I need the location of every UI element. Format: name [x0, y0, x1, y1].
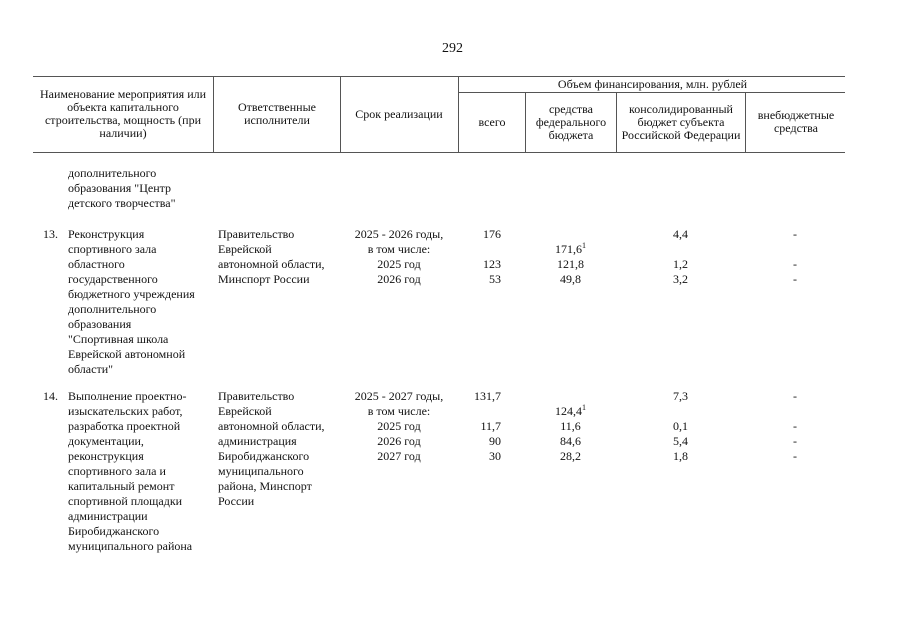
col-divider-6	[745, 92, 746, 152]
row-14-total: 131,7 11,7 90 30	[474, 389, 501, 463]
col-divider-3	[458, 76, 459, 152]
header-regional: консолидированный бюджет субъекта Российской Федерации	[621, 101, 741, 142]
header-name: Наименование мероприятия или объекта капитального строительства, мощность (при наличии)	[39, 87, 207, 140]
col-divider-2	[340, 76, 341, 152]
header-term: Срок реализации	[355, 106, 443, 121]
row-14-term: 2025 - 2027 годы, в том числе: 2025 год 2026 год 2027 год	[354, 389, 444, 463]
header-responsible: Ответственные исполнители	[238, 100, 316, 127]
row-14-federal-total: 124,4	[555, 404, 582, 418]
row-14-federal-years: 11,6 84,6 28,2	[560, 419, 581, 463]
row-13-extra: - - -	[793, 227, 797, 286]
row-13-federal-footnote: 1	[582, 241, 586, 250]
row-14-federal	[525, 389, 616, 464]
row-14-responsible: Правительство Еврейской автономной области, администрация Биробиджанского муниципального района, Минспорт России	[218, 389, 325, 508]
row-13-name: Реконструкция спортивного зала областного государственного бюджетного учреждения дополнительного образования "Спортивная школа Еврейской автономной области"	[68, 227, 195, 376]
row-13-federal-total: 171,6	[555, 242, 582, 256]
row-13-regional: 4,4 1,2 3,2	[673, 227, 688, 286]
header-extra: внебюджетные средства	[757, 108, 835, 135]
header-total: всего	[478, 114, 506, 129]
row-14-regional: 7,3 0,1 5,4 1,8	[673, 389, 688, 463]
row-14-name: Выполнение проектно- изыскательских работ, разработка проектной документации, реконструкция спортивного зала и капитальный ремонт спортивной площадки администрации Биробиджанского муниципального района	[68, 389, 193, 553]
col-divider-4	[525, 92, 526, 152]
col-divider-1	[213, 76, 214, 152]
row-14-number: 14.	[43, 389, 58, 403]
header-funding-group: Объем финансирования, млн. рублей	[557, 77, 748, 91]
row-13-federal-years: 121,8 49,8	[557, 257, 584, 286]
row-13-term: 2025 - 2026 годы, в том числе: 2025 год 2026 год	[354, 227, 444, 286]
row-13-responsible: Правительство Еврейской автономной области, Минспорт России	[218, 227, 325, 286]
row-13-number: 13.	[43, 227, 58, 241]
page-number: 292	[442, 41, 463, 56]
row-13-total: 176 123 53	[483, 227, 501, 286]
continuation-name: дополнительного образования "Центр детского творчества"	[68, 166, 176, 210]
row-14-federal-footnote: 1	[582, 403, 586, 412]
header-bottom-rule	[33, 152, 845, 153]
row-13-federal	[525, 227, 616, 287]
row-14-extra: - - - -	[793, 389, 797, 463]
header-federal: средства федерального бюджета	[535, 101, 607, 142]
col-divider-5	[616, 92, 617, 152]
